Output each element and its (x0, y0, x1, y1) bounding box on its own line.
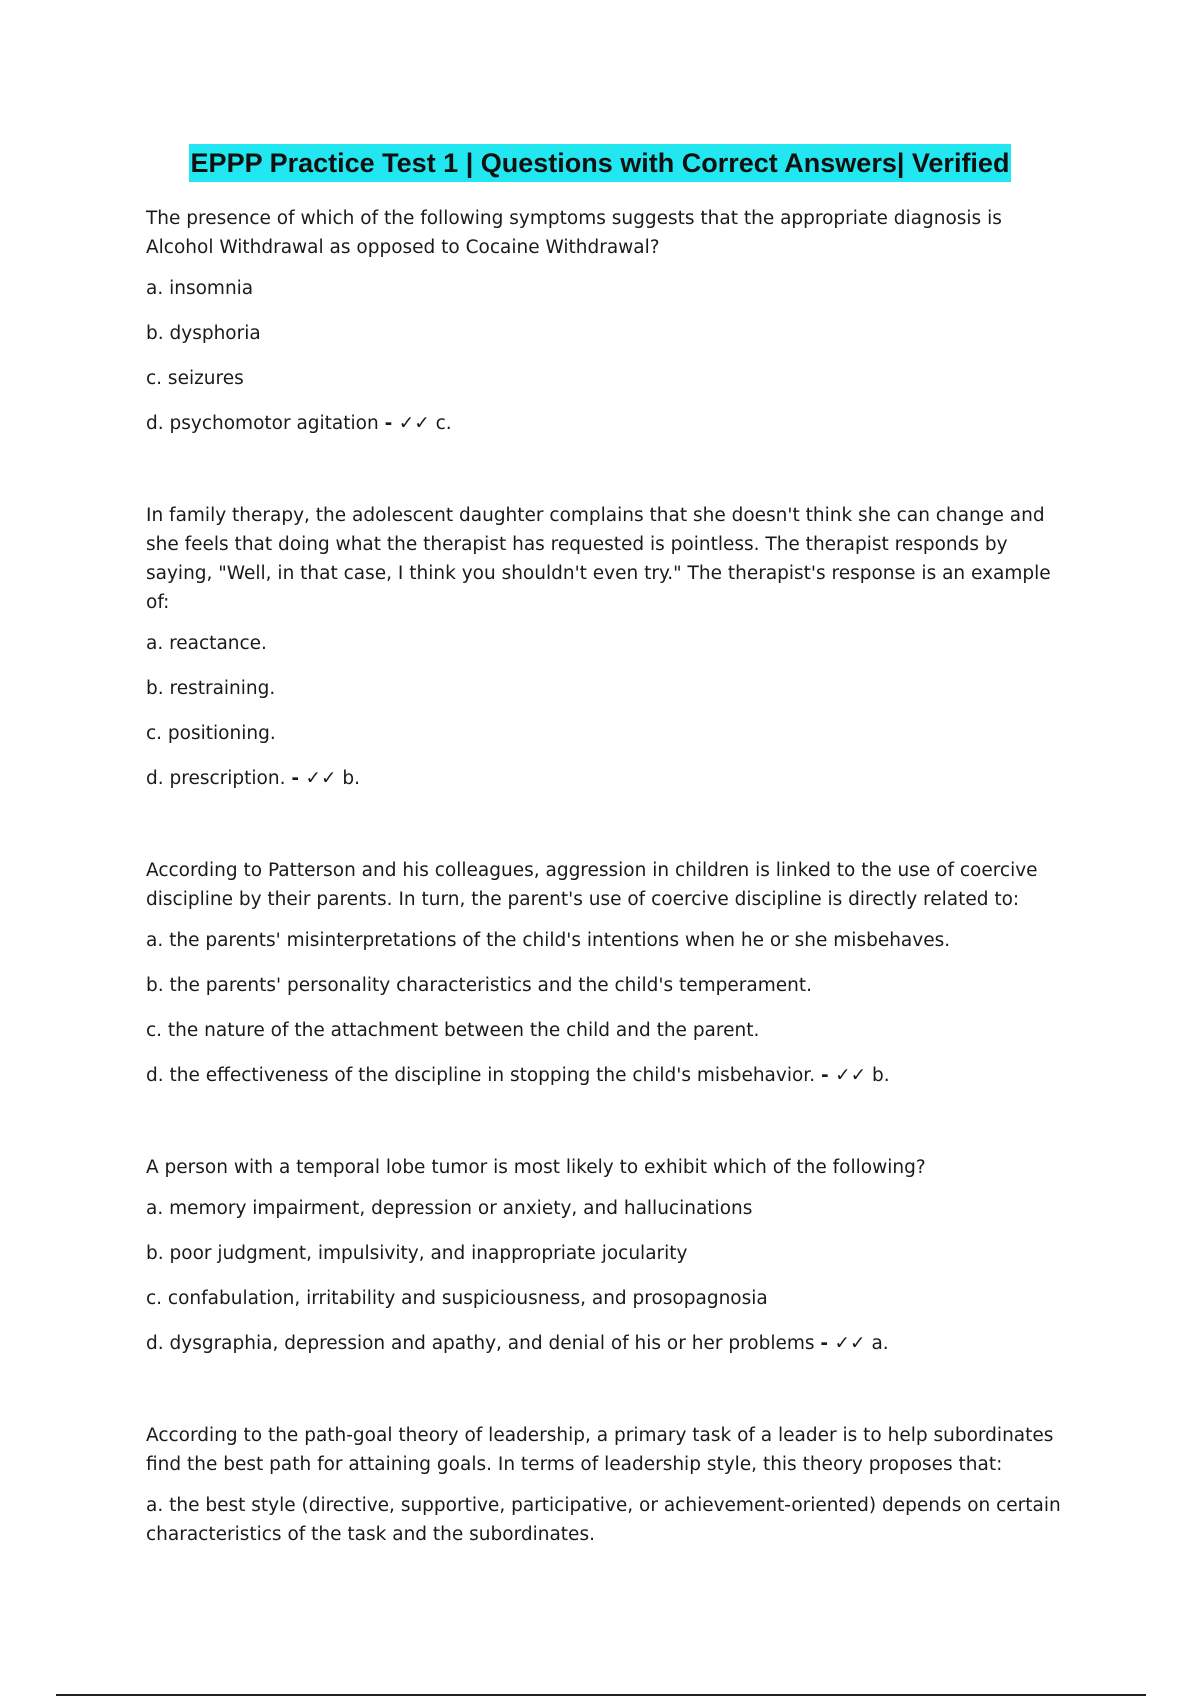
answer-option-text: d. prescription. (146, 768, 286, 789)
question-text: According to Patterson and his colleagues, aggression in children is linked to the use of coercive discipline by their parents. In turn, the parent's use of coercive discipline is directly related to: (146, 860, 1038, 910)
answer-option: c. confabulation, irritability and suspiciousness, and prosopagnosia (146, 1288, 768, 1309)
questions-container (146, 204, 1066, 1612)
question-text: A person with a temporal lobe tumor is most likely to exhibit which of the following? (146, 1157, 926, 1178)
answer-option: a. insomnia (146, 278, 254, 299)
correct-answer: c. (435, 413, 452, 434)
correct-answer: a. (871, 1333, 889, 1354)
answer-option: c. the nature of the attachment between the child and the parent. (146, 1020, 760, 1041)
answer-option-last (146, 409, 1066, 438)
answer-option-last (146, 1061, 1066, 1090)
answer-option: b. poor judgment, impulsivity, and inappropriate jocularity (146, 1243, 688, 1264)
answer-option-text: d. dysgraphia, depression and apathy, and denial of his or her problems (146, 1333, 815, 1354)
answer-option-last (146, 1329, 1066, 1358)
answer-option-text: d. psychomotor agitation (146, 413, 379, 434)
answer-option: a. memory impairment, depression or anxiety, and hallucinations (146, 1198, 753, 1219)
question-text: In family therapy, the adolescent daughter complains that she doesn't think she can change and she feels that doing what the therapist has requested is pointless. The therapist responds by saying, "Well, in that case, I think you shouldn't even try." The therapist's response is an example of: (146, 505, 1051, 613)
answer-option: a. reactance. (146, 633, 267, 654)
check-mark-icon: - ✓✓ (820, 1065, 867, 1086)
answer-option: b. dysphoria (146, 323, 261, 344)
answer-option: a. the parents' misinterpretations of the child's intentions when he or she misbehaves. (146, 930, 951, 951)
answer-option: b. the parents' personality characteristics and the child's temperament. (146, 975, 812, 996)
answer-option: a. the best style (directive, supportive, participative, or achievement-oriented) depends on certain characteristics of the task and the subordinates. (146, 1495, 1061, 1545)
question-text: According to the path-goal theory of leadership, a primary task of a leader is to help subordinates find the best path for attaining goals. In terms of leadership style, this theory proposes that: (146, 1425, 1054, 1475)
title-wrap (0, 144, 1200, 182)
correct-answer: b. (872, 1065, 890, 1086)
check-mark-icon: - ✓✓ (384, 413, 430, 434)
check-mark-icon: - ✓✓ (820, 1333, 866, 1354)
answer-option: c. positioning. (146, 723, 276, 744)
question-block (146, 1153, 1066, 1358)
answer-option-last (146, 764, 1066, 793)
question-block (146, 204, 1066, 438)
question-text: The presence of which of the following symptoms suggests that the appropriate diagnosis is Alcohol Withdrawal as opposed to Cocaine Withdrawal? (146, 208, 1002, 258)
document-title: EPPP Practice Test 1 | Questions with Correct Answers| Verified (189, 144, 1012, 182)
question-block (146, 501, 1066, 793)
question-block (146, 856, 1066, 1090)
answer-option: c. seizures (146, 368, 244, 389)
check-mark-icon: - ✓✓ (291, 768, 337, 789)
answer-option-text: d. the effectiveness of the discipline in stopping the child's misbehavior. (146, 1065, 816, 1086)
question-block (146, 1421, 1066, 1549)
footer-divider (56, 1694, 1146, 1696)
correct-answer: b. (342, 768, 360, 789)
answer-option: b. restraining. (146, 678, 276, 699)
